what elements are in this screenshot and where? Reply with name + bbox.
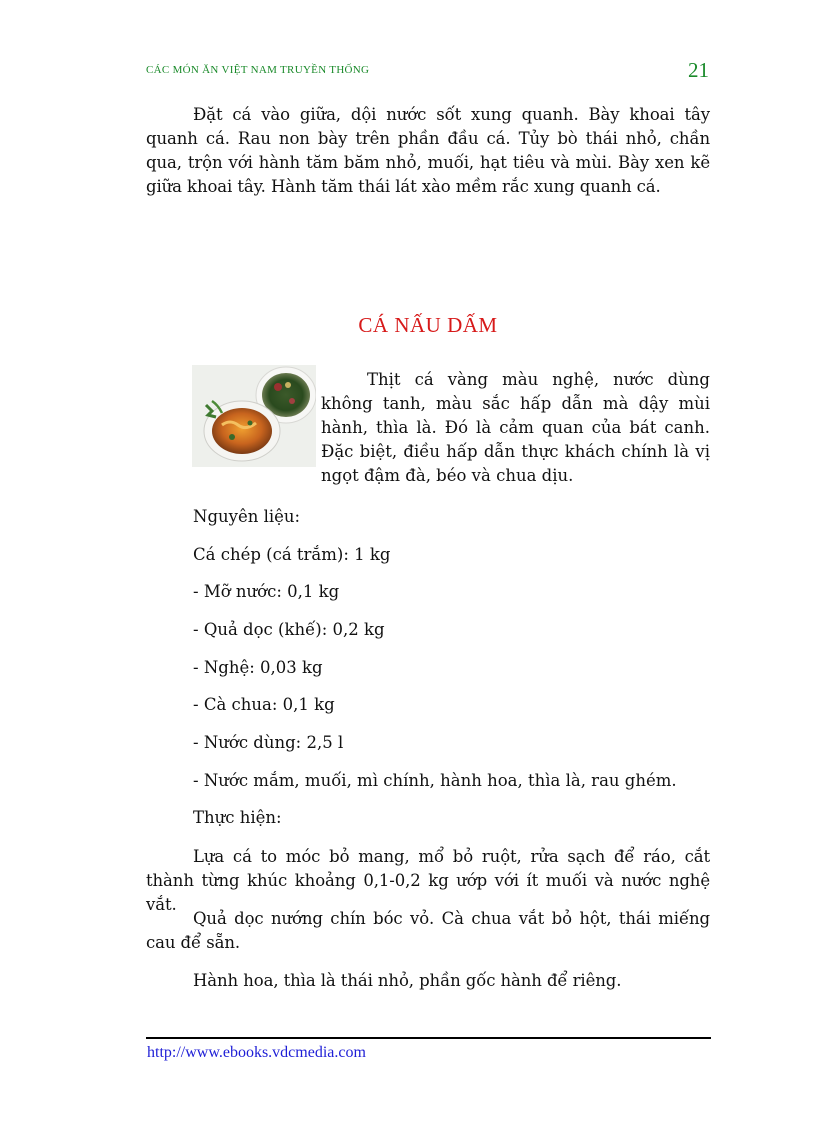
ingredient-item: - Quả dọc (khế): 0,2 kg	[193, 620, 385, 639]
ingredient-item: Cá chép (cá trắm): 1 kg	[193, 545, 391, 564]
book-title-header: CÁC MÓN ĂN VIỆT NAM TRUYỀN THỐNG	[146, 64, 370, 76]
ingredient-item: - Nước mắm, muối, mì chính, hành hoa, thìa là, rau ghém.	[193, 771, 677, 790]
step-paragraph: Hành hoa, thìa là thái nhỏ, phần gốc hành để riêng.	[193, 971, 622, 990]
footer-url-link[interactable]: http://www.ebooks.vdcmedia.com	[147, 1044, 366, 1061]
continued-paragraph: Đặt cá vào giữa, dội nước sốt xung quanh. Bày khoai tây quanh cá. Rau non bày trên phần đầu cá. Tủy bò thái nhỏ, chần qua, trộn với hành tăm băm nhỏ, muối, hạt tiêu và mùi. Bày xen kẽ giữa khoai tây. Hành tăm thái lát xào mềm rắc xung quanh cá.	[146, 105, 710, 196]
ingredient-item: - Cà chua: 0,1 kg	[193, 695, 335, 714]
page-number: 21	[688, 58, 709, 82]
steps-label: Thực hiện:	[193, 808, 282, 827]
recipe-title: CÁ NẤU DẤM	[358, 313, 498, 337]
dish-photo	[192, 365, 316, 467]
ingredient-item: - Mỡ nước: 0,1 kg	[193, 582, 340, 601]
step-paragraph: Lựa cá to móc bỏ mang, mổ bỏ ruột, rửa sạch để ráo, cắt thành từng khúc khoảng 0,1-0,2 kg ướp với ít muối và nước nghệ vắt.	[146, 847, 710, 914]
ingredient-item: - Nước dùng: 2,5 l	[193, 733, 344, 752]
ingredients-label: Nguyên liệu:	[193, 507, 301, 526]
ingredient-item: - Nghệ: 0,03 kg	[193, 658, 323, 677]
footer-divider	[146, 1037, 711, 1039]
step-paragraph: Quả dọc nướng chín bóc vỏ. Cà chua vắt bỏ hột, thái miếng cau để sẵn.	[146, 909, 710, 952]
recipe-intro: Thịt cá vàng màu nghệ, nước dùng không tanh, màu sắc hấp dẫn mà dậy mùi hành, thìa là. Đó là cảm quan của bát canh. Đặc biệt, điều hấp dẫn thực khách chính là vị ngọt đậm đà, béo và chua dịu.	[321, 370, 710, 485]
